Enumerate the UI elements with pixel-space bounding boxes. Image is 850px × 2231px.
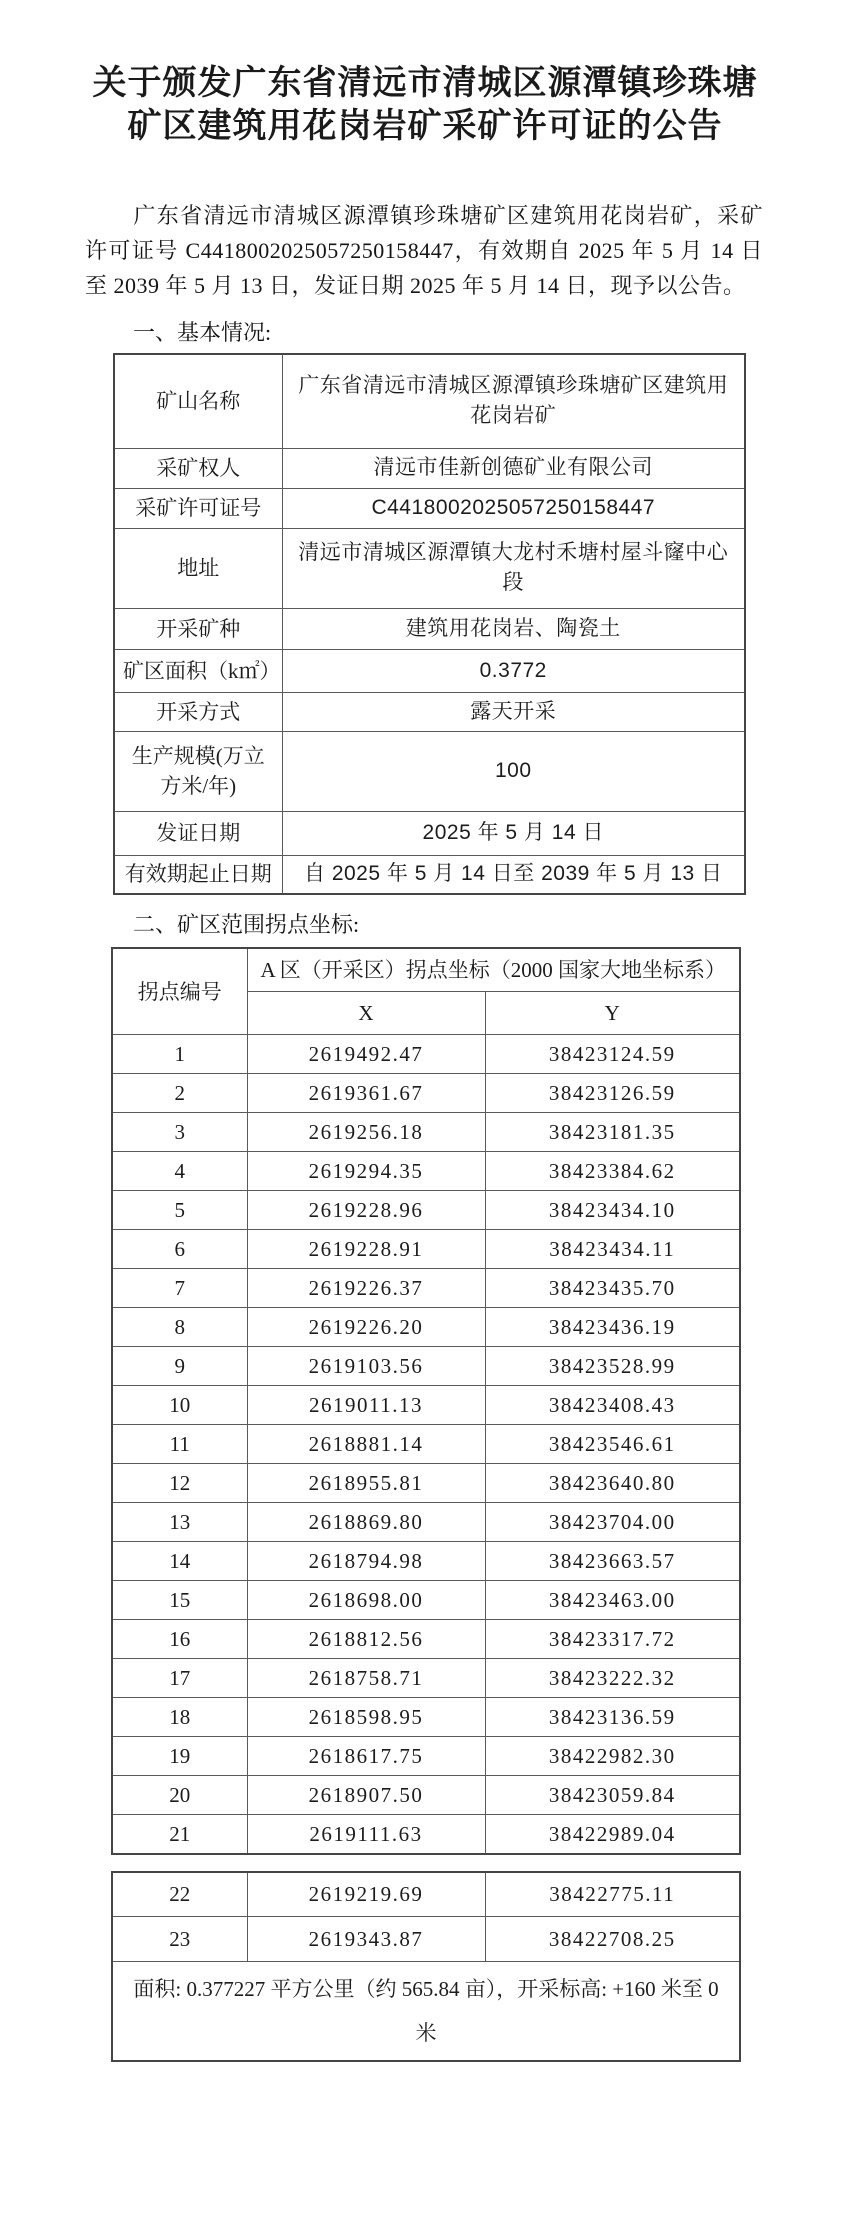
coordinate-y-cell: 38422982.30	[485, 1737, 740, 1776]
coordinate-x-cell: 2618955.81	[247, 1464, 485, 1503]
basic-info-label: 矿区面积（k㎡）	[114, 649, 282, 692]
section-heading-basic-info: 一、基本情况:	[133, 320, 272, 345]
coordinate-row	[112, 1191, 740, 1230]
coordinate-y-cell: 38423663.57	[485, 1542, 740, 1581]
coordinates-footer-row	[112, 1962, 740, 2062]
basic-info-row	[114, 608, 745, 649]
point-number-cell: 13	[112, 1503, 247, 1542]
coordinate-x-cell: 2619226.20	[247, 1308, 485, 1347]
x-column-header: X	[247, 992, 485, 1035]
basic-info-row	[114, 731, 745, 811]
basic-info-value: 清远市清城区源潭镇大龙村禾塘村屋斗窿中心段	[282, 528, 745, 608]
coordinate-y-cell: 38423384.62	[485, 1152, 740, 1191]
coordinate-y-cell: 38423124.59	[485, 1035, 740, 1074]
point-number-cell: 10	[112, 1386, 247, 1425]
basic-info-value: 广东省清远市清城区源潭镇珍珠塘矿区建筑用花岗岩矿	[282, 354, 745, 448]
point-number-cell: 12	[112, 1464, 247, 1503]
coordinate-y-cell: 38423463.00	[485, 1581, 740, 1620]
basic-info-label: 采矿权人	[114, 448, 282, 488]
coordinate-y-cell: 38422989.04	[485, 1815, 740, 1854]
basic-info-label: 矿山名称	[114, 354, 282, 448]
point-number-cell: 18	[112, 1698, 247, 1737]
coordinate-x-cell: 2618869.80	[247, 1503, 485, 1542]
point-number-cell: 6	[112, 1230, 247, 1269]
coordinate-y-cell: 38423640.80	[485, 1464, 740, 1503]
basic-info-row	[114, 649, 745, 692]
point-number-cell: 21	[112, 1815, 247, 1854]
coordinate-x-cell: 2618598.95	[247, 1698, 485, 1737]
coordinate-y-cell: 38423704.00	[485, 1503, 740, 1542]
basic-info-value: C4418002025057250158447	[282, 488, 745, 528]
coordinate-row	[112, 1347, 740, 1386]
coordinate-y-cell: 38422708.25	[485, 1917, 740, 1962]
basic-info-label: 生产规模(万立方米/年)	[114, 731, 282, 811]
coordinate-x-cell: 2619492.47	[247, 1035, 485, 1074]
basic-info-value: 自 2025 年 5 月 14 日至 2039 年 5 月 13 日	[282, 855, 745, 894]
basic-info-row	[114, 692, 745, 731]
page-title: 关于颁发广东省清远市清城区源潭镇珍珠塘矿区建筑用花岗岩矿采矿许可证的公告	[92, 64, 758, 145]
coordinate-y-cell: 38423546.61	[485, 1425, 740, 1464]
coordinate-x-cell: 2619219.69	[247, 1872, 485, 1917]
point-number-cell: 3	[112, 1113, 247, 1152]
coordinate-y-cell: 38423434.10	[485, 1191, 740, 1230]
point-number-cell: 19	[112, 1737, 247, 1776]
announcement-intro-paragraph: 广东省清远市清城区源潭镇珍珠塘矿区建筑用花岗岩矿，采矿许可证号 C4418002025057250158447，有效期自 2025 年 5 月 14 日至 2039 年 5 月 13 日，发证日期 2025 年 5 月 14 日，现予以公告。	[85, 203, 763, 298]
coordinate-x-cell: 2618881.14	[247, 1425, 485, 1464]
point-number-cell: 16	[112, 1620, 247, 1659]
coordinate-x-cell: 2619343.87	[247, 1917, 485, 1962]
basic-info-row	[114, 855, 745, 894]
coordinate-x-cell: 2619228.96	[247, 1191, 485, 1230]
coordinate-x-cell: 2619011.13	[247, 1386, 485, 1425]
coordinate-row	[112, 1113, 740, 1152]
coordinate-y-cell: 38423059.84	[485, 1776, 740, 1815]
point-number-cell: 20	[112, 1776, 247, 1815]
coordinate-row	[112, 1464, 740, 1503]
basic-info-label: 开采方式	[114, 692, 282, 731]
basic-info-value: 建筑用花岗岩、陶瓷土	[282, 608, 745, 649]
basic-info-value: 清远市佳新创德矿业有限公司	[282, 448, 745, 488]
coordinate-row	[112, 1737, 740, 1776]
coordinate-y-cell: 38423434.11	[485, 1230, 740, 1269]
coordinate-x-cell: 2619226.37	[247, 1269, 485, 1308]
point-number-cell: 1	[112, 1035, 247, 1074]
coordinate-x-cell: 2618758.71	[247, 1659, 485, 1698]
section-heading-coordinates: 二、矿区范围拐点坐标:	[133, 912, 360, 937]
coordinate-y-cell: 38423136.59	[485, 1698, 740, 1737]
coordinate-row	[112, 1776, 740, 1815]
announcement-document	[0, 62, 850, 2231]
coordinate-y-cell: 38423222.32	[485, 1659, 740, 1698]
coordinate-x-cell: 2618617.75	[247, 1737, 485, 1776]
coordinate-y-cell: 38422775.11	[485, 1872, 740, 1917]
basic-info-row	[114, 488, 745, 528]
point-number-cell: 9	[112, 1347, 247, 1386]
coordinate-row	[112, 1917, 740, 1962]
coordinate-y-cell: 38423126.59	[485, 1074, 740, 1113]
coordinate-row	[112, 1698, 740, 1737]
point-number-cell: 8	[112, 1308, 247, 1347]
basic-info-label: 采矿许可证号	[114, 488, 282, 528]
point-number-cell: 4	[112, 1152, 247, 1191]
coordinate-row	[112, 1152, 740, 1191]
point-number-cell: 22	[112, 1872, 247, 1917]
coordinates-table-page1	[111, 947, 741, 1855]
coordinate-row	[112, 1872, 740, 1917]
coordinate-x-cell: 2619111.63	[247, 1815, 485, 1854]
coordinate-x-cell: 2618698.00	[247, 1581, 485, 1620]
coordinate-y-cell: 38423408.43	[485, 1386, 740, 1425]
basic-info-table	[113, 353, 746, 895]
coordinate-row	[112, 1425, 740, 1464]
coordinate-row	[112, 1542, 740, 1581]
point-number-cell: 23	[112, 1917, 247, 1962]
coordinate-row	[112, 1659, 740, 1698]
basic-info-row	[114, 448, 745, 488]
corner-point-number-header: 拐点编号	[112, 948, 247, 1035]
point-number-cell: 11	[112, 1425, 247, 1464]
coordinate-row	[112, 1503, 740, 1542]
coordinates-table-page2	[111, 1871, 741, 2063]
coordinate-x-cell: 2619228.91	[247, 1230, 485, 1269]
coordinate-x-cell: 2619361.67	[247, 1074, 485, 1113]
basic-info-row	[114, 811, 745, 855]
coordinate-row	[112, 1308, 740, 1347]
basic-info-value: 0.3772	[282, 649, 745, 692]
basic-info-label: 有效期起止日期	[114, 855, 282, 894]
basic-info-row	[114, 354, 745, 448]
coordinate-row	[112, 1074, 740, 1113]
coordinate-row	[112, 1620, 740, 1659]
coordinate-row	[112, 1269, 740, 1308]
coordinate-row	[112, 1815, 740, 1854]
coordinate-row	[112, 1035, 740, 1074]
coordinate-x-cell: 2618907.50	[247, 1776, 485, 1815]
coordinate-row	[112, 1386, 740, 1425]
coordinate-x-cell: 2618794.98	[247, 1542, 485, 1581]
basic-info-label: 地址	[114, 528, 282, 608]
basic-info-row	[114, 528, 745, 608]
coordinate-x-cell: 2619294.35	[247, 1152, 485, 1191]
point-number-cell: 5	[112, 1191, 247, 1230]
coordinate-x-cell: 2618812.56	[247, 1620, 485, 1659]
coordinate-system-header: A 区（开采区）拐点坐标（2000 国家大地坐标系）	[247, 948, 740, 992]
basic-info-value: 露天开采	[282, 692, 745, 731]
coordinate-row	[112, 1230, 740, 1269]
coordinate-y-cell: 38423436.19	[485, 1308, 740, 1347]
point-number-cell: 2	[112, 1074, 247, 1113]
point-number-cell: 17	[112, 1659, 247, 1698]
coordinate-y-cell: 38423181.35	[485, 1113, 740, 1152]
coordinate-y-cell: 38423435.70	[485, 1269, 740, 1308]
coordinate-x-cell: 2619103.56	[247, 1347, 485, 1386]
coordinate-y-cell: 38423528.99	[485, 1347, 740, 1386]
point-number-cell: 15	[112, 1581, 247, 1620]
coordinates-header-row	[112, 948, 740, 992]
point-number-cell: 7	[112, 1269, 247, 1308]
coordinate-y-cell: 38423317.72	[485, 1620, 740, 1659]
coordinate-x-cell: 2619256.18	[247, 1113, 485, 1152]
basic-info-label: 开采矿种	[114, 608, 282, 649]
area-and-elevation-note: 面积: 0.377227 平方公里（约 565.84 亩），开采标高: +160 米至 0 米	[112, 1962, 740, 2062]
coordinate-row	[112, 1581, 740, 1620]
basic-info-value: 2025 年 5 月 14 日	[282, 811, 745, 855]
basic-info-value: 100	[282, 731, 745, 811]
y-column-header: Y	[485, 992, 740, 1035]
basic-info-label: 发证日期	[114, 811, 282, 855]
point-number-cell: 14	[112, 1542, 247, 1581]
